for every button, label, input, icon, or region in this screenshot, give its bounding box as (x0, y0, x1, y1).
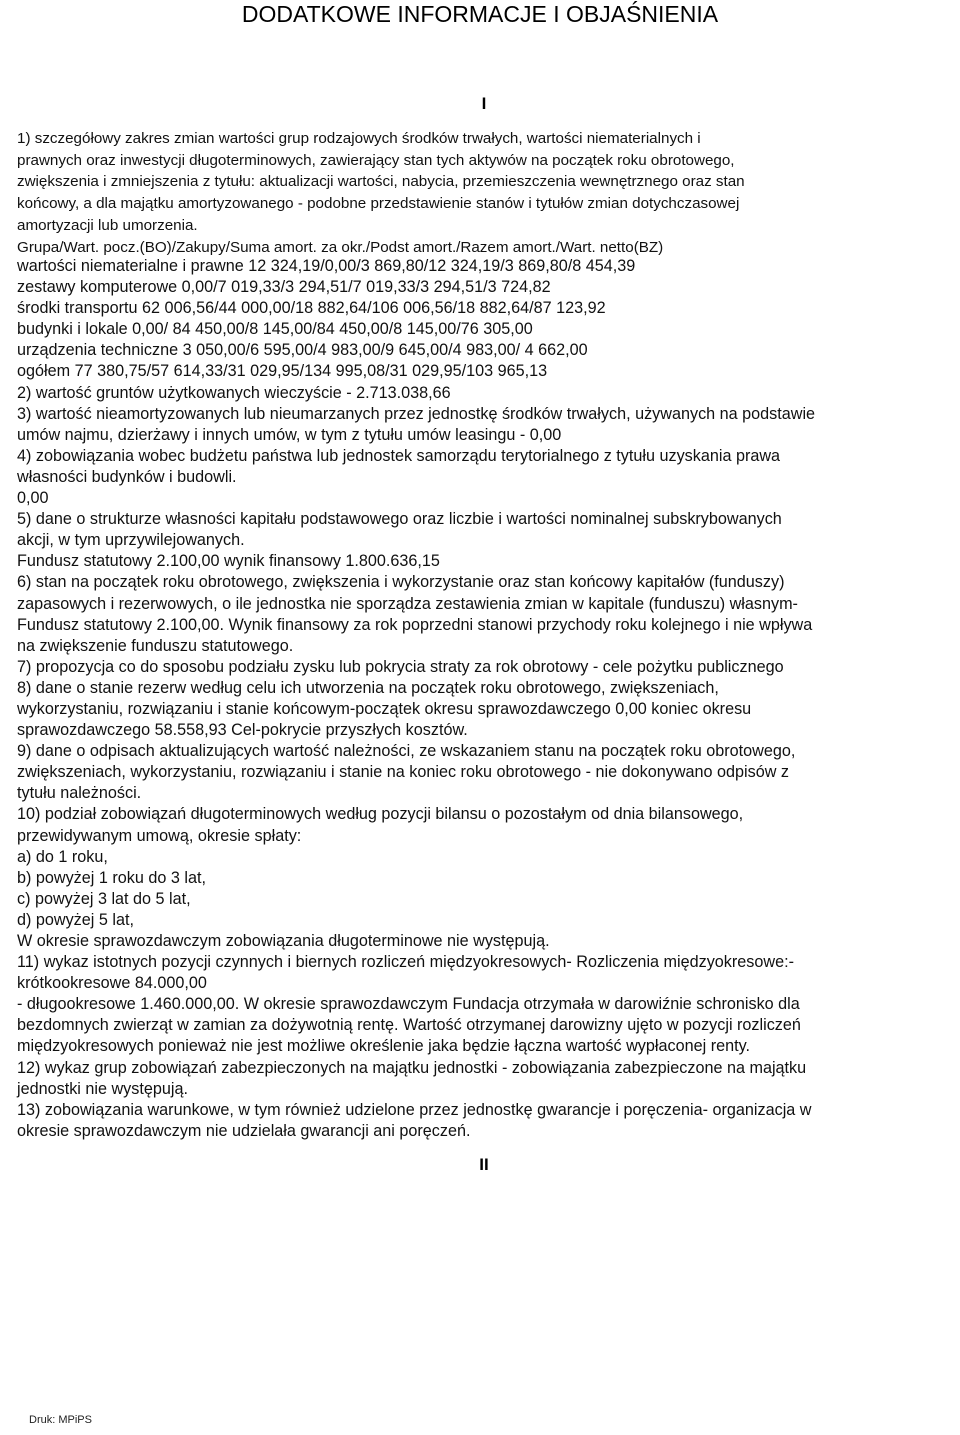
text-line: krótkookresowe 84.000,00 (17, 974, 207, 993)
list-item: c) powyżej 3 lat do 5 lat, (17, 889, 191, 908)
list-item: d) powyżej 5 lat, (17, 910, 134, 929)
text-line: 0,00 (17, 489, 49, 508)
asset-row-buildings: budynki i lokale 0,00/ 84 450,00/8 145,00/84 450,00/8 145,00/76 305,00 (17, 320, 533, 339)
text-line: Fundusz statutowy 2.100,00 wynik finansowy 1.800.636,15 (17, 552, 440, 571)
text-line: własności budynków i budowli. (17, 467, 237, 486)
text-line: tytułu należności. (17, 784, 142, 803)
text-line: 6) stan na początek roku obrotowego, zwiększenia i wykorzystanie oraz stan końcowy kapitałów (funduszy) (17, 573, 785, 592)
text-line: 11) wykaz istotnych pozycji czynnych i biernych rozliczeń międzyokresowych- Rozliczenia międzyokresowe:- (17, 953, 794, 972)
text-line: zapasowych i rezerwowych, o ile jednostka nie sporządza zestawienia zmian w kapitale (funduszu) własnym- (17, 594, 798, 613)
text-line: 7) propozycja co do sposobu podziału zysku lub pokrycia straty za rok obrotowy - cele pożytku publicznego (17, 657, 784, 676)
text-line: 4) zobowiązania wobec budżetu państwa lub jednostek samorządu terytorialnego z tytułu uzyskania prawa (17, 446, 781, 465)
text-line: końcowy, a dla majątku amortyzowanego - podobne przedstawienie stanów i tytułów zmian dotychczasowej (17, 195, 740, 213)
table-header-line: Grupa/Wart. pocz.(BO)/Zakupy/Suma amort. za okr./Podst amort./Razem amort./Wart. netto(BZ) (17, 238, 664, 256)
text-line: umów najmu, dzierżawy i innych umów, w tym z tytułu umów leasingu - 0,00 (17, 425, 562, 444)
text-line: 12) wykaz grup zobowiązań zabezpieczonych na majątku jednostki - zobowiązania zabezpieczone na majątku (17, 1058, 807, 1077)
asset-row-computers: zestawy komputerowe 0,00/7 019,33/3 294,51/7 019,33/3 294,51/3 724,82 (17, 278, 551, 297)
body-block (17, 256, 952, 1142)
text-line: 3) wartość nieamortyzowanych lub nieumarzanych przez jednostkę środków trwałych, używanych na podstawie (17, 404, 816, 423)
text-line: 1) szczegółowy zakres zmian wartości grup rodzajowych środków trwałych, wartości niematerialnych i (17, 130, 701, 147)
text-line: 8) dane o stanie rezerw według celu ich utworzenia na początek roku obrotowego, zwiększeniach, (17, 678, 719, 697)
asset-row-transport: środki transportu 62 006,56/44 000,00/18 882,64/106 006,56/18 882,64/87 123,92 (17, 299, 606, 318)
text-line: międzyokresowych ponieważ nie jest możliwe określenie jaka będzie łączna wartość wypłaconej renty. (17, 1037, 750, 1056)
list-item: a) do 1 roku, (17, 847, 108, 866)
text-line: 10) podział zobowiązań długoterminowych według pozycji bilansu o pozostałym od dnia bilansowego, (17, 805, 744, 824)
text-line: akcji, w tym uprzywilejowanych. (17, 531, 245, 550)
section-number-1: I (481, 94, 487, 113)
text-line: bezdomnych zwierząt w zamian za dożywotnią rentę. Wartość otrzymanej darowizny ujęto w pozycji rozliczeń (17, 1016, 801, 1035)
text-line: na zwiększenie funduszu statutowego. (17, 636, 294, 655)
list-item: b) powyżej 1 roku do 3 lat, (17, 868, 206, 887)
text-line: 13) zobowiązania warunkowe, w tym również udzielone przez jednostkę gwarancje i poręczenia- organizacja w (17, 1100, 812, 1119)
asset-row-intangibles: wartości niematerialne i prawne 12 324,19/0,00/3 869,80/12 324,19/3 869,80/8 454,39 (17, 257, 636, 275)
text-line: jednostki nie występują. (17, 1079, 188, 1098)
page-title: DODATKOWE INFORMACJE I OBJAŚNIENIA (241, 1, 719, 27)
text-line: zwiększenia i zmniejszenia z tytułu: aktualizacji wartości, nabycia, przemieszczenia wewnętrznego oraz stan (17, 173, 745, 191)
intro-block (17, 128, 952, 258)
text-line: przewidywanym umową, okresie spłaty: (17, 826, 302, 845)
text-line: 5) dane o strukturze własności kapitału podstawowego oraz liczbie i wartości nominalnej subskrybowanych (17, 510, 782, 529)
text-line: 9) dane o odpisach aktualizujących wartość należności, ze wskazaniem stanu na początek roku obrotowego, (17, 742, 796, 761)
text-line: wykorzystaniu, rozwiązaniu i stanie końcowym-początek okresu sprawozdawczego 0,00 koniec okresu (17, 699, 752, 718)
text-line: sprawozdawczego 58.558,93 Cel-pokrycie przyszłych kosztów. (17, 721, 468, 740)
text-line: prawnych oraz inwestycji długoterminowych, zawierający stan tych aktywów na początek roku obrotowego, (17, 151, 735, 169)
print-footer: Druk: MPiPS (29, 1414, 92, 1426)
text-line: 2) wartość gruntów użytkowanych wieczyście - 2.713.038,66 (17, 383, 451, 402)
asset-row-total: ogółem 77 380,75/57 614,33/31 029,95/134 995,08/31 029,95/103 965,13 (17, 362, 548, 381)
asset-row-devices: urządzenia techniczne 3 050,00/6 595,00/4 983,00/9 645,00/4 983,00/ 4 662,00 (17, 341, 588, 360)
text-line: - długookresowe 1.460.000,00. W okresie sprawozdawczym Fundacja otrzymała w darowiźnie schronisko dla (17, 995, 800, 1014)
text-line: amortyzacji lub umorzenia. (17, 216, 198, 234)
text-line: okresie sprawozdawczym nie udzielała gwarancji ani poręczeń. (17, 1121, 471, 1140)
text-line: zwiększeniach, wykorzystaniu, rozwiązaniu i stanie na koniec roku obrotowego - nie dokonywano odpisów z (17, 763, 790, 782)
section-number-2: II (479, 1155, 489, 1174)
text-line: W okresie sprawozdawczym zobowiązania długoterminowe nie występują. (17, 932, 550, 950)
text-line: Fundusz statutowy 2.100,00. Wynik finansowy za rok poprzedni stanowi przychody roku kolejnego i nie wpływa (17, 615, 813, 634)
